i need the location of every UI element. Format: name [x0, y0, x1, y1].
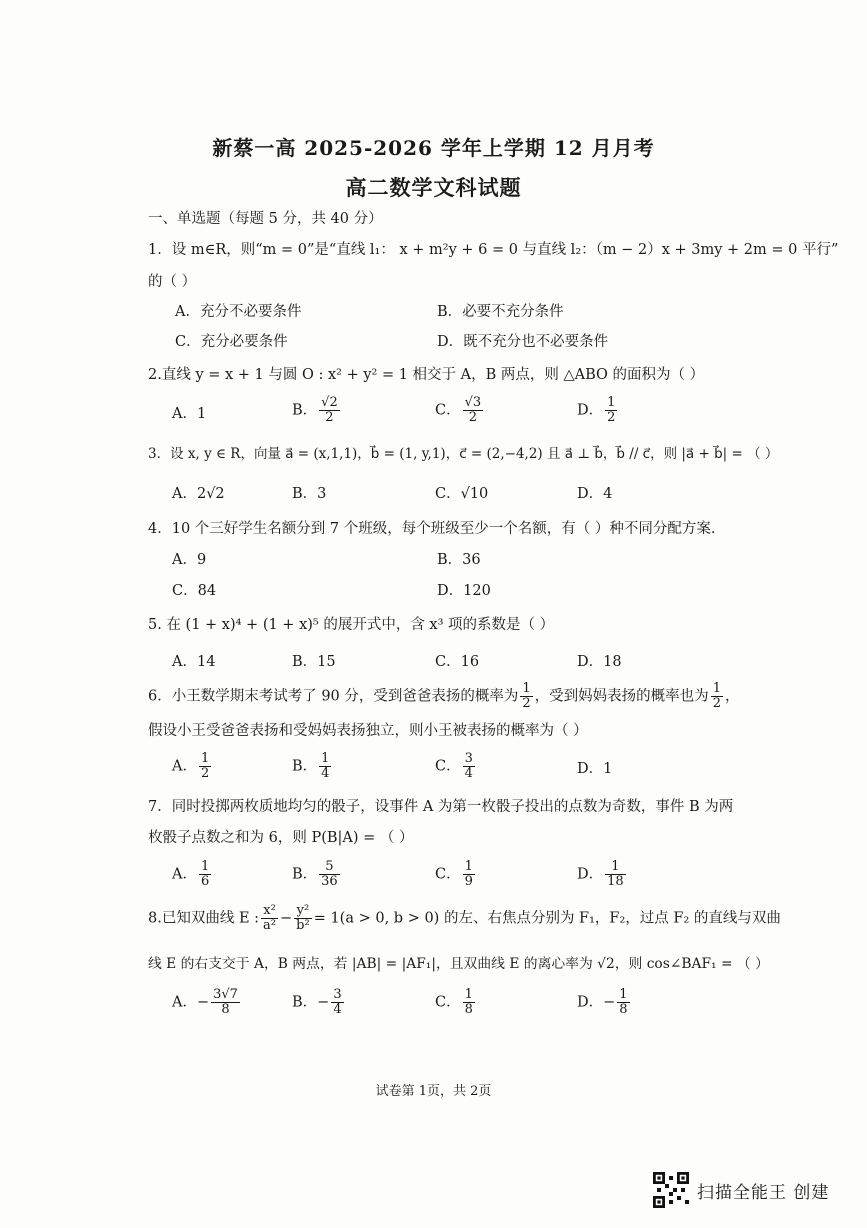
fraction: $\frac{\text{x²}}{\text{a²}}$ [263, 903, 276, 933]
option-letter: B． [292, 402, 318, 419]
question-6-option-c: C． $\frac{3}{4}$ [435, 751, 473, 781]
question-8-option-c: C． $\frac{1}{8}$ [435, 987, 473, 1017]
question-2-stem: 2.直线 y = x + 1 与圆 O : x² + y² = 1 相交于 A，B 两点，则 △ABO 的面积为（ ） [148, 367, 705, 383]
exam-title: 新蔡一高 2025-2026 学年上学期 12 月月考 [212, 136, 655, 160]
question-3-option-d: D．4 [577, 486, 613, 502]
question-3-stem: 3．设 x, y ∈ R，向量 a⃗ = (x,1,1)，b⃗ = (1, y,1)，c⃗ = (2,−4,2) 且 a⃗ ⊥ b⃗，b⃗ // c⃗，则 |a⃗ + b⃗| = （ ） [148, 446, 779, 462]
fraction: $\frac{1}{4}$ [321, 751, 330, 781]
question-4-option-a: A．9 [172, 552, 207, 568]
qr-code-icon [653, 1172, 689, 1208]
question-6-option-d: D．1 [577, 761, 613, 777]
question-8-stem: 8.已知双曲线 E : $\frac{\text{x²}}{\text{a²}}$ − $\frac{\text{y²}}{\text{b²}}$ = 1(a > 0, b > 0) 的左、右焦点分别为 F₁，F₂，过点 F₂ 的直线与双曲 [148, 903, 781, 933]
fraction: $\frac{3√7}{8}$ [213, 987, 238, 1017]
question-3-option-a: A．2√2 [172, 486, 225, 502]
fraction: $\frac{1}{2}$ [712, 681, 721, 711]
question-6-stem-cont: 假设小王受爸爸表扬和受妈妈表扬独立，则小王被表扬的概率为（ ） [148, 723, 588, 739]
fraction: $\frac{1}{8}$ [619, 987, 628, 1017]
question-4-stem: 4．10 个三好学生名额分到 7 个班级，每个班级至少一个名额，有（ ）种不同分配方案. [148, 521, 716, 537]
question-5-option-a: A．14 [172, 654, 216, 670]
question-2-option-d [577, 396, 619, 425]
question-7-option-d: D． $\frac{1}{18}$ [577, 859, 624, 889]
question-1-stem-cont: 的（ ） [148, 274, 197, 290]
question-1-option-c: C．充分必要条件 [175, 334, 288, 350]
question-7-stem-cont: 枚骰子点数之和为 6，则 P(B|A) = （ ） [148, 830, 414, 846]
question-7-option-a: A． $\frac{1}{6}$ [172, 859, 210, 889]
question-6-option-a: A． $\frac{1}{2}$ [172, 751, 210, 781]
question-8-option-d: D．− $\frac{1}{8}$ [577, 987, 628, 1017]
question-4-option-d: D．120 [437, 583, 491, 599]
question-5-option-d: D．18 [577, 654, 622, 670]
question-7-option-b: B． $\frac{5}{36}$ [292, 859, 338, 889]
question-1-option-b: B．必要不充分条件 [437, 304, 564, 320]
fraction: $\frac{3}{4}$ [464, 751, 473, 781]
fraction: $\frac{√2}{2}$ [321, 395, 338, 425]
question-5-stem: 5. 在 (1 + x)⁴ + (1 + x)⁵ 的展开式中，含 x³ 项的系数是（ ） [148, 617, 555, 633]
exam-subtitle: 高二数学文科试题 [345, 175, 522, 200]
question-2-option-c [435, 396, 485, 425]
section-heading: 一、单选题（每题 5 分，共 40 分） [148, 211, 383, 227]
option-letter: D． [577, 402, 604, 419]
fraction: $\frac{1}{2}$ [200, 751, 210, 781]
question-7-option-c: C． $\frac{1}{9}$ [435, 859, 473, 889]
fraction: $\frac{1}{2}$ [607, 395, 616, 425]
question-8-stem-cont: 线 E 的右支交于 A，B 两点，若 |AB| = |AF₁|，且双曲线 E 的离心率为 √2，则 cos∠BAF₁ = （ ） [148, 956, 769, 972]
question-1-option-a: A．充分不必要条件 [175, 304, 302, 320]
question-1-stem: 1．设 m∈R，则“m = 0”是“直线 l₁： x + m²y + 6 = 0 与直线 l₂：（m − 2）x + 3my + 2m = 0 平行” [148, 242, 839, 258]
fraction: $\frac{1}{2}$ [522, 681, 531, 711]
question-4-option-b: B．36 [437, 552, 481, 568]
question-6-stem: 6．小王数学期末考试考了 90 分，受到爸爸表扬的概率为 $\frac{1}{2}$ ，受到妈妈表扬的概率也为 $\frac{1}{2}$ ， [148, 681, 740, 711]
question-5-option-b: B．15 [292, 654, 336, 670]
fraction: $\frac{√3}{2}$ [464, 395, 482, 425]
page-number: 试卷第 1页，共 2页 [375, 1084, 492, 1099]
fraction: $\frac{1}{8}$ [464, 987, 473, 1017]
option-letter: C． [435, 402, 461, 419]
question-6-option-b: B． $\frac{1}{4}$ [292, 751, 330, 781]
fraction: $\frac{1}{6}$ [200, 859, 210, 889]
question-5-option-c: C．16 [435, 654, 480, 670]
watermark-text: 扫描全能王 创建 [697, 1182, 830, 1203]
scanner-watermark [653, 1172, 829, 1208]
fraction: $\frac{1}{9}$ [464, 859, 473, 889]
fraction: $\frac{5}{36}$ [321, 859, 338, 889]
question-8-option-a: A．− $\frac{3√7}{8}$ [172, 987, 238, 1017]
question-2-option-b [292, 396, 342, 425]
question-1-option-d: D．既不充分也不必要条件 [437, 334, 609, 350]
question-7-stem: 7．同时投掷两枚质地均匀的骰子，设事件 A 为第一枚骰子投出的点数为奇数，事件 B 为两 [148, 799, 734, 815]
question-3-option-b: B．3 [292, 486, 327, 502]
question-8-option-b: B．− $\frac{3}{4}$ [292, 987, 342, 1017]
fraction: $\frac{3}{4}$ [333, 987, 342, 1017]
question-2-option-a: A．1 [172, 406, 207, 422]
question-4-option-c: C．84 [172, 583, 217, 599]
fraction: $\frac{\text{y²}}{\text{b²}}$ [296, 903, 310, 933]
question-3-option-c: C．√10 [435, 486, 489, 502]
fraction: $\frac{1}{18}$ [607, 859, 624, 889]
